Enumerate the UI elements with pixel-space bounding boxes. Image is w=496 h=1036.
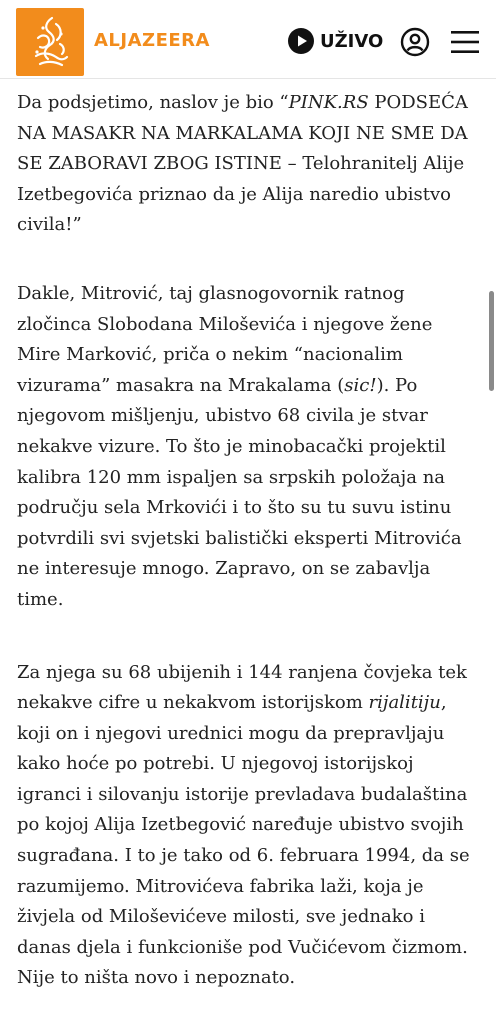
menu-button[interactable] (450, 30, 480, 54)
account-button[interactable] (400, 27, 430, 57)
play-icon (288, 28, 314, 54)
scrollbar[interactable] (489, 291, 494, 391)
live-label: UŽIVO (320, 30, 384, 52)
live-button[interactable] (288, 28, 383, 54)
user-icon (400, 27, 430, 57)
site-header (0, 0, 496, 79)
aljazeera-logo[interactable] (16, 8, 84, 76)
logo-calligraphy-icon (16, 8, 84, 76)
hamburger-icon (450, 30, 480, 54)
article-paragraph: Dakle, Mitrović, taj glasnogovornik ratnog zločinca Slobodana Miloševića i njegove žene Mire Marković, priča o nekim “nacionalim vizurama” masakra na Mrakalama (sic!). Po njegovom mišljenju, ubistvo 68 civila je stvar nekakve vizure. To što je minobacački projektil kalibra 120 mm ispaljen sa srpskih položaja na području sela Mrkovići i to što su tu suvu istinu potvrdili svi svjetski balistički eksperti Mitrovića ne interesuje mnogo. Zapravo, on se zabavlja time. (17, 282, 462, 610)
logo-wordmark[interactable]: ALJAZEERA (94, 30, 210, 51)
article-paragraph: Da podsjetimo, naslov je bio “PINK.RS PODSEĆA NA MASAKR NA MARKALAMA KOJI NE SME DA SE ZABORAVI ZBOG ISTINE – Telohranitelj Alije Izetbegovića priznao da je Alija naredio ubistvo civila!” (17, 92, 468, 236)
article-paragraph: Za njega su 68 ubijenih i 144 ranjena čovjeka tek nekakve cifre u nekakvom istorijskom rijalitiju, koji on i njegovi urednici mogu da prepravljaju kako hoće po potrebi. U njegovoj istorijskoj igranci i silovanju istorije prevladava budalaština po kojoj Alija Izetbegović naređuje ubistvo svojih sugrađana. I to je tako od 6. februara 1994, da se razumijemo. Mitrovićeva fabrika laži, koja je živjela od Miloševićeve milosti, sve jednako i danas djela i funkcioniše pod Vučićevom čizmom. Nije to ništa novo i nepoznato. (17, 661, 470, 989)
article-body (17, 88, 479, 1036)
